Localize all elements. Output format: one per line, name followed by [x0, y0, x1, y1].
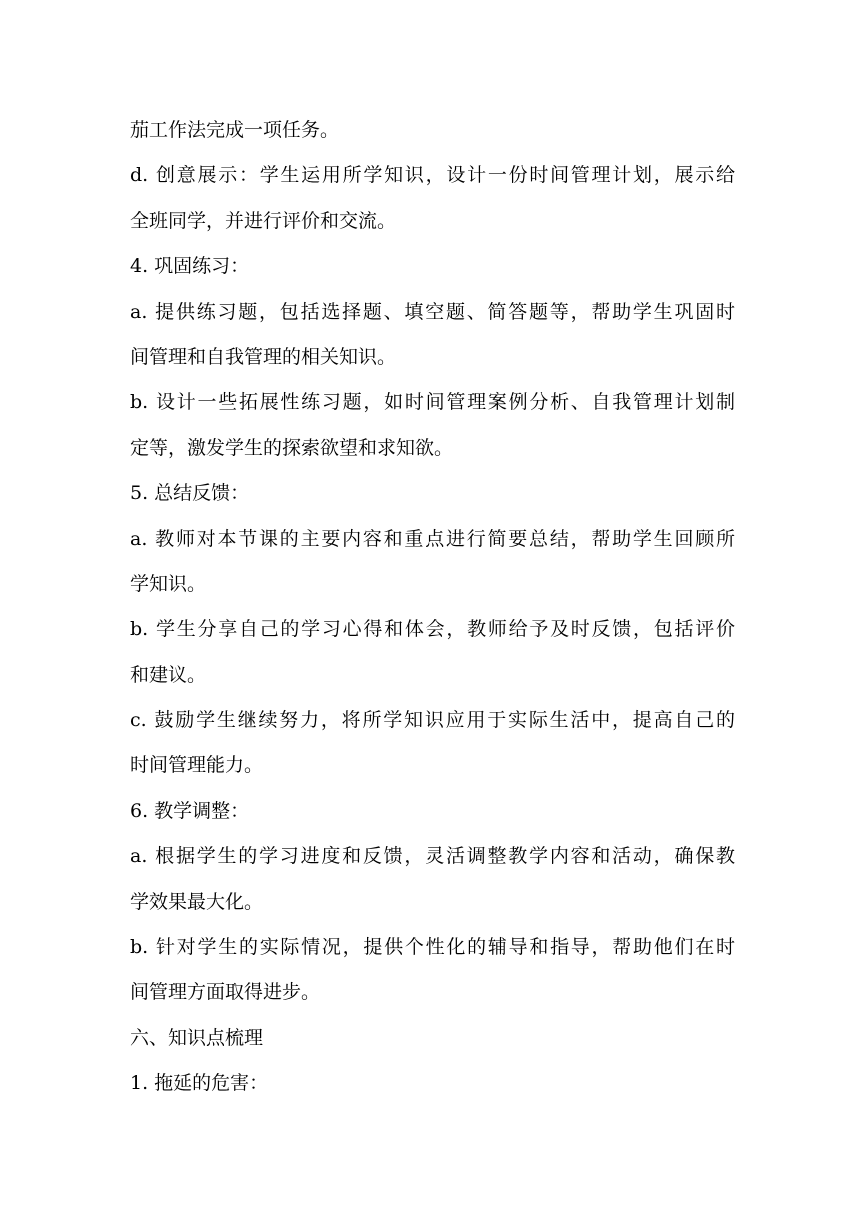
section-heading: 1. 拖延的危害：: [130, 1072, 269, 1095]
text-line: c. 鼓励学生继续努力，将所学知识应用于实际生活中，提高自己的: [130, 709, 735, 732]
document-body: [130, 108, 735, 1107]
text-line: 定等，激发学生的探索欲望和求知欲。: [130, 436, 454, 459]
text-line: 时间管理能力。: [130, 754, 264, 777]
text-line: b. 针对学生的实际情况，提供个性化的辅导和指导，帮助他们在时: [130, 936, 735, 959]
text-line: 学效果最大化。: [130, 890, 264, 913]
text-line: b. 学生分享自己的学习心得和体会，教师给予及时反馈，包括评价: [130, 618, 735, 641]
text-line: b. 设计一些拓展性练习题，如时间管理案例分析、自我管理计划制: [130, 391, 735, 414]
text-line: a. 教师对本节课的主要内容和重点进行简要总结，帮助学生回顾所: [130, 527, 735, 550]
section-heading: 5. 总结反馈：: [130, 482, 250, 505]
text-line: a. 提供练习题，包括选择题、填空题、简答题等，帮助学生巩固时: [130, 300, 735, 323]
section-heading: 4. 巩固练习：: [130, 255, 250, 278]
text-line: 间管理和自我管理的相关知识。: [130, 345, 397, 368]
text-line: 茄工作法完成一项任务。: [130, 119, 340, 141]
text-line: 学知识。: [130, 572, 207, 595]
text-line: 和建议。: [130, 663, 207, 686]
text-line: d. 创意展示：学生运用所学知识，设计一份时间管理计划，展示给: [130, 164, 735, 187]
section-heading: 6. 教学调整：: [130, 799, 250, 822]
text-line: 全班同学，并进行评价和交流。: [130, 209, 397, 232]
text-line: 间管理方面取得进步。: [130, 981, 321, 1004]
chapter-heading: 六、知识点梳理: [130, 1026, 264, 1049]
text-line: a. 根据学生的学习进度和反馈，灵活调整教学内容和活动，确保教: [130, 845, 735, 868]
